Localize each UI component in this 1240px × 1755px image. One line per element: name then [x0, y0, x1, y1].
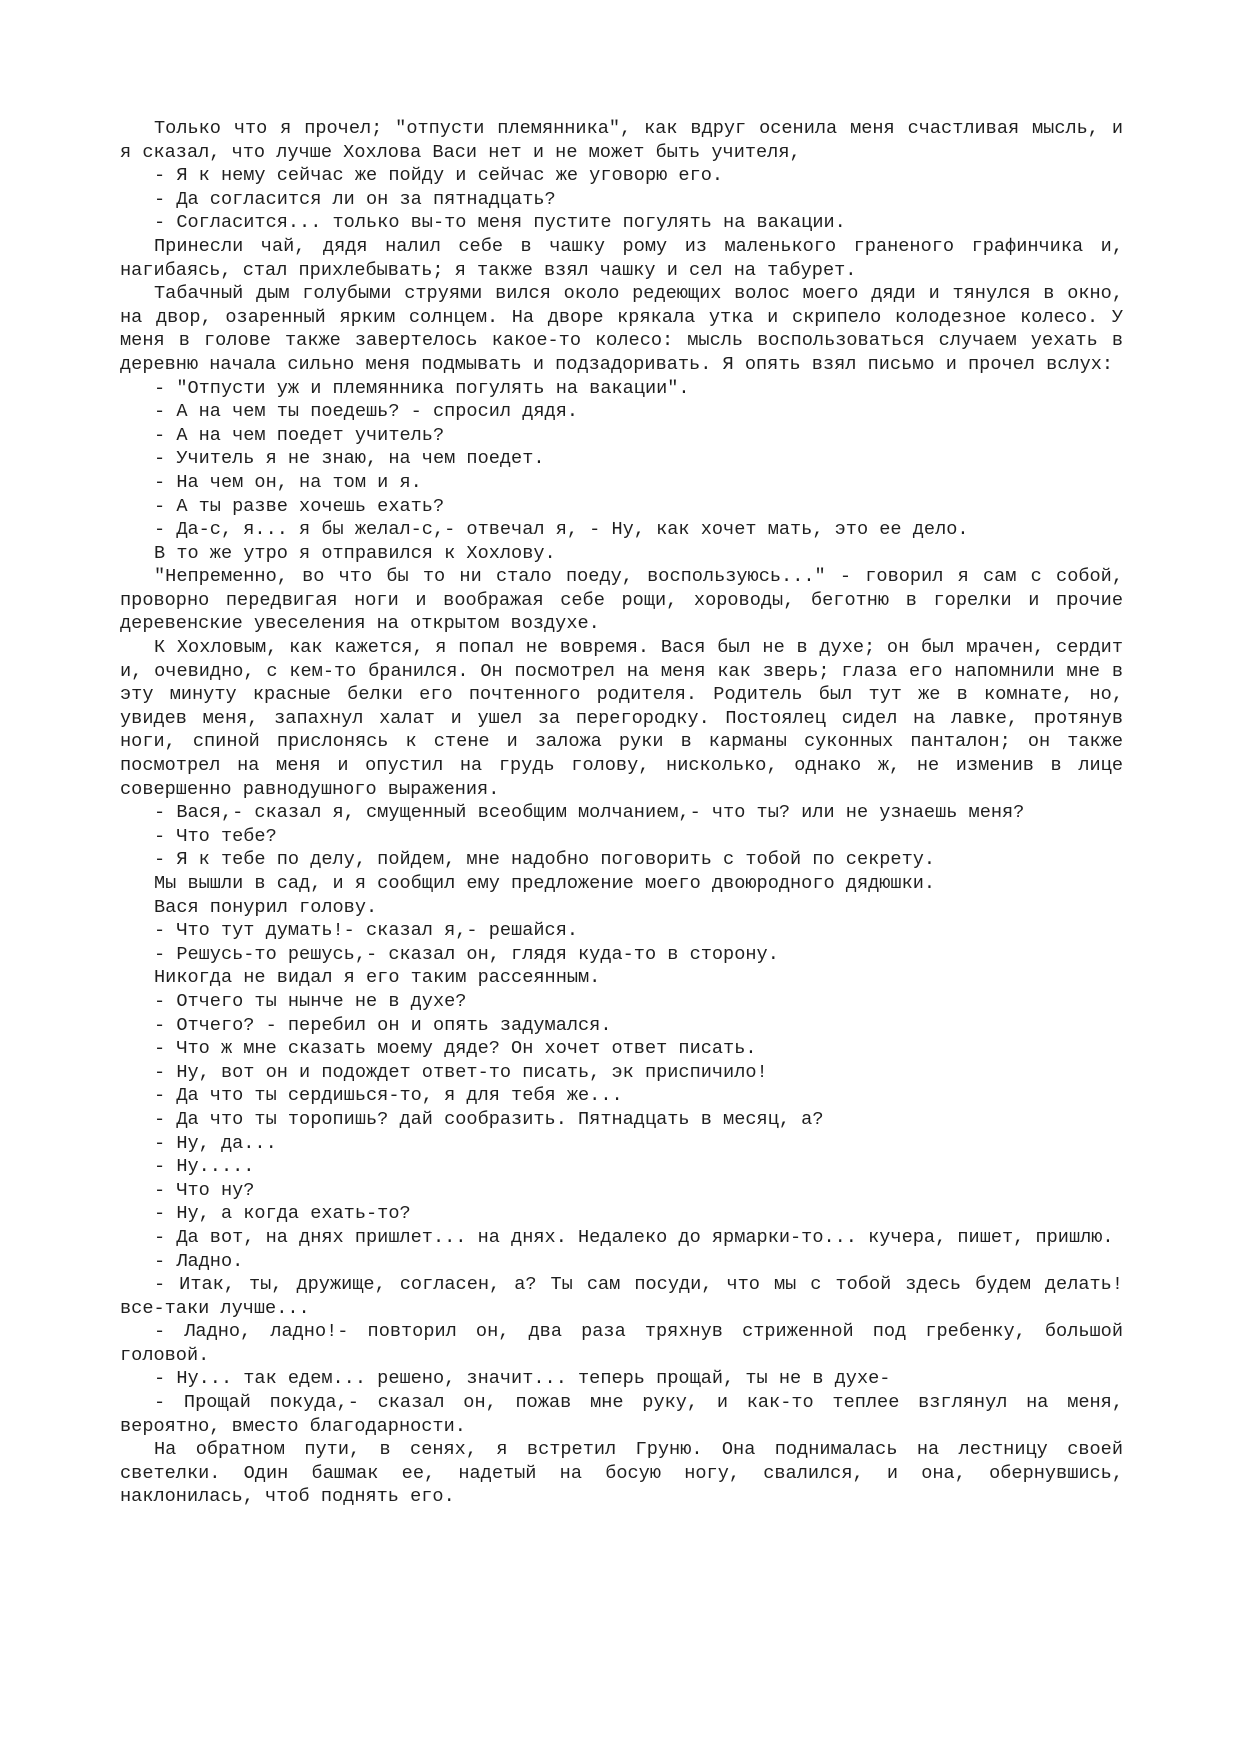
document-page — [120, 117, 1123, 1509]
paragraph: Мы вышли в сад, и я сообщил ему предложение моего двоюродного дядюшки. — [154, 873, 936, 894]
paragraph: - Вася,- сказал я, смущенный всеобщим молчанием,- что ты? или не узнаешь меня? — [154, 802, 1025, 824]
paragraph: Принесли чай, дядя налил себе в чашку рому из маленького граненого графинчика и, нагибаясь, стал прихлебывать; я также взял чашку и сел на табурет. — [120, 235, 1123, 281]
paragraph: - Ладно. — [154, 1250, 244, 1272]
paragraph: Никогда не видал я его таким рассеянным. — [154, 967, 601, 989]
paragraph: - Итак, ты, дружище, согласен, а? Ты сам посуди, что мы с тобой здесь будем делать! все-таки лучше... — [120, 1274, 1123, 1319]
paragraph: - Отчего? - перебил он и опять задумался. — [154, 1014, 612, 1036]
paragraph: Табачный дым голубыми струями вился около редеющих волос моего дяди и тянулся в окно, на двор, озаренный ярким солнцем. На дворе крякала утка и скрипело колодезное колесо. У меня в голове также завертелось какое-то колесо: мысль воспользоваться случаем уехать в деревню начала сильно меня подмывать и подзадоривать. Я опять взял письмо и прочел вслух: — [120, 283, 1123, 375]
paragraph: - Ну..... — [154, 1156, 255, 1178]
paragraph: На обратном пути, в сенях, я встретил Груню. Она поднималась на лестницу своей светелки. Один башмак ее, надетый на босую ногу, свалился, и она, обернувшись, наклонилась, чтоб поднять его. — [120, 1439, 1123, 1508]
paragraph: - Ну, а когда ехать-то? — [154, 1203, 411, 1225]
paragraph: Только что я прочел; "отпусти племянника", как вдруг осенила меня счастливая мысль, и я сказал, что лучше Хохлова Васи нет и не может быть учителя, — [120, 118, 1123, 163]
paragraph: - Прощай покуда,- сказал он, пожав мне руку, и как-то теплее взглянул на меня, вероятно, вместо благодарности. — [120, 1392, 1123, 1437]
paragraph: - Что тут думать!- сказал я,- решайся. — [154, 920, 579, 942]
paragraph: - А на чем ты поедешь? - спросил дядя. — [154, 401, 579, 423]
paragraph: - Я к нему сейчас же пойду и сейчас же уговорю его. — [154, 165, 724, 187]
paragraph: - Что ну? — [154, 1179, 255, 1201]
paragraph: - А на чем поедет учитель? — [154, 424, 445, 446]
paragraph: - Да-с, я... я бы желал-с,- отвечал я, - Ну, как хочет мать, это ее дело. — [154, 519, 969, 541]
paragraph: - А ты разве хочешь ехать? — [154, 495, 445, 517]
paragraph: К Хохловым, как кажется, я попал не вовремя. Вася был не в духе; он был мрачен, сердит и, очевидно, с кем-то бранился. Он посмотрел на меня как зверь; глаза его напомнили мне в эту минуту красные белки его почтенного родителя. Родитель был тут же в комнате, но, увидев меня, запахнул халат и ушел за перегородку. Постоялец сидел на лавке, протянув ноги, спиной прислонясь к стене и заложа руки в карманы суконных панталон; он также посмотрел на меня и опустил на грудь голову, нисколько, однако ж, не изменив в лице совершенно равнодушного выражения. — [120, 637, 1123, 800]
paragraph: - Решусь-то решусь,- сказал он, глядя куда-то в сторону. — [154, 943, 779, 965]
paragraph: "Непременно, во что бы то ни стало поеду, воспользуюсь..." - говорил я сам с собой, проворно передвигая ноги и воображая себе рощи, хороводы, беготню в горелки и прочие деревенские увеселения на открытом воздухе. — [120, 566, 1123, 635]
paragraph: - Ну, вот он и подождет ответ-то писать, эк приспичило! — [154, 1061, 768, 1083]
paragraph: - Учитель я не знаю, на чем поедет. — [154, 448, 545, 470]
paragraph: - Ладно, ладно!- повторил он, два раза тряхнув стриженной под гребенку, большой головой. — [120, 1321, 1123, 1366]
paragraph: - Что ж мне сказать моему дяде? Он хочет ответ писать. — [154, 1038, 757, 1060]
paragraph: - Я к тебе по делу, пойдем, мне надобно поговорить с тобой по секрету. — [154, 849, 936, 871]
paragraph: - Отчего ты нынче не в духе? — [154, 990, 467, 1012]
paragraph: - "Отпусти уж и племянника погулять на вакации". — [154, 377, 690, 399]
paragraph: - На чем он, на том и я. — [154, 471, 422, 493]
paragraph: - Что тебе? — [154, 825, 277, 847]
paragraph: - Ну... так едем... решено, значит... теперь прощай, ты не в духе- — [154, 1368, 891, 1390]
paragraph: Вася понурил голову. — [154, 896, 378, 918]
paragraph: - Да согласится ли он за пятнадцать? — [154, 188, 556, 210]
paragraph: - Согласится... только вы-то меня пустите погулять на вакации. — [154, 212, 846, 234]
paragraph: В то же утро я отправился к Хохлову. — [154, 542, 556, 564]
paragraph: - Да что ты сердишься-то, я для тебя же... — [154, 1085, 623, 1107]
paragraph: - Да вот, на днях пришлет... на днях. Недалеко до ярмарки-то... кучера, пишет, пришлю. — [154, 1226, 1114, 1248]
paragraph: - Да что ты торопишь? дай сообразить. Пятнадцать в месяц, а? — [154, 1108, 824, 1130]
paragraph: - Ну, да... — [154, 1132, 277, 1154]
